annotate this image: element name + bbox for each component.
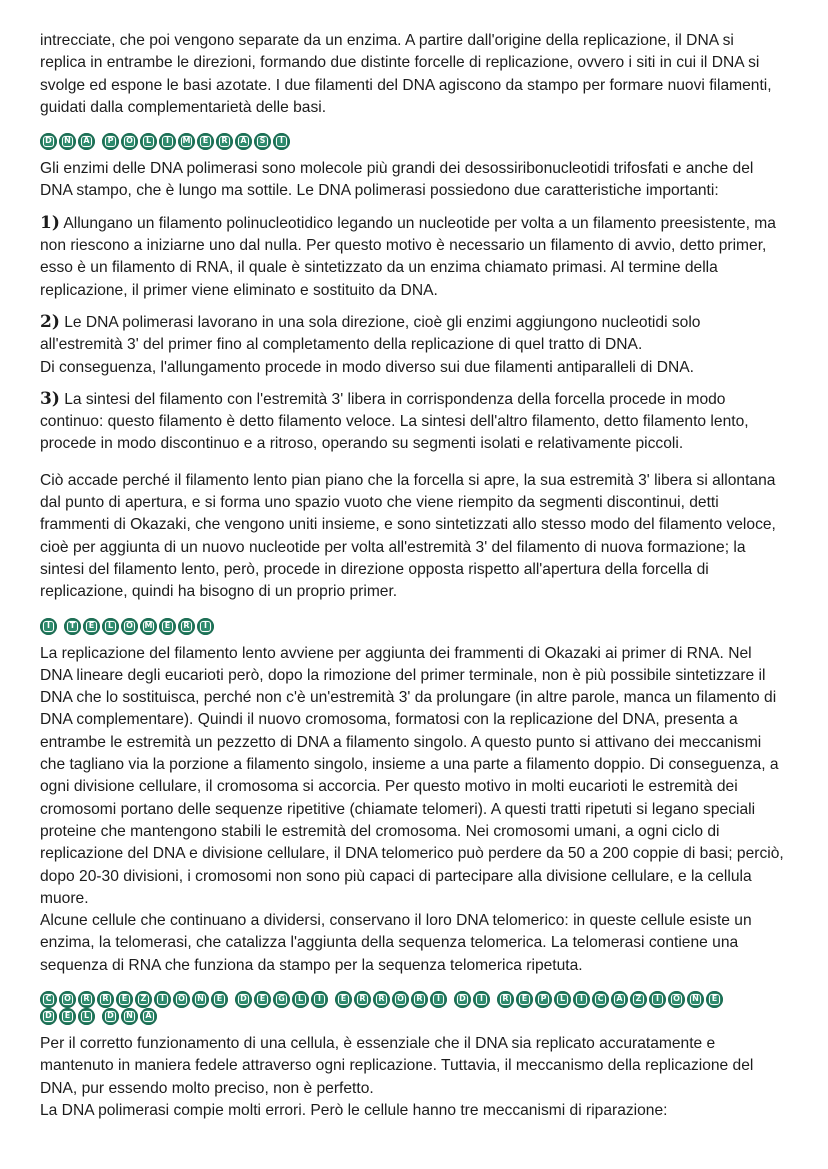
- heading-word: [335, 991, 447, 1008]
- heading-letter-tile: A: [611, 991, 628, 1008]
- polimerasi-intro-paragraph: Gli enzimi delle DNA polimerasi sono molecole più grandi dei desossiribonucleotidi trifosfati e anche del DNA stampo, che è lungo ma sottile. Le DNA polimerasi possiedono due caratteristiche importanti:: [40, 160, 754, 200]
- heading-word: [64, 618, 214, 635]
- heading-letter-tile: A: [78, 133, 95, 150]
- heading-letter-tile: E: [59, 1008, 76, 1025]
- list-number: 1): [40, 212, 60, 233]
- heading-letter-tile: L: [292, 991, 309, 1008]
- heading-word: [102, 133, 290, 150]
- heading-letter-tile: G: [273, 991, 290, 1008]
- heading-letter-tile: O: [173, 991, 190, 1008]
- heading-letter-tile: E: [254, 991, 271, 1008]
- heading-letter-tile: M: [178, 133, 195, 150]
- heading-letter-tile: E: [197, 133, 214, 150]
- heading-letter-tile: E: [211, 991, 228, 1008]
- heading-letter-tile: C: [40, 991, 57, 1008]
- list-item-text: La sintesi del filamento con l'estremità 3' libera in corrispondenza della forcella procede in modo continuo: questo filamento è detto filamento veloce. La sintesi dell'altro filamento, detto filamento lento, procede in modo discontinuo e a ritroso, operando su segmenti isolati e relativamente piccoli.: [40, 390, 749, 453]
- heading-letter-tile: I: [159, 133, 176, 150]
- heading-letter-tile: O: [668, 991, 685, 1008]
- intro-paragraph: intrecciate, che poi vengono separate da un enzima. A partire dall'origine della replicazione, il DNA si replica in entrambe le direzioni, formando due distinte forcelle di replicazione, ovvero i siti in cui il DNA si svolge ed espone le basi azotate. I due filamenti del DNA agiscono da stampo per formare nuovi filamenti, guidati dalla complementarietà delle basi.: [40, 32, 772, 116]
- heading-letter-tile: T: [64, 618, 81, 635]
- heading-letter-tile: I: [273, 133, 290, 150]
- heading-letter-tile: D: [40, 1008, 57, 1025]
- heading-letter-tile: E: [706, 991, 723, 1008]
- heading-letter-tile: L: [78, 1008, 95, 1025]
- heading-word: [497, 991, 723, 1008]
- heading-letter-tile: E: [83, 618, 100, 635]
- list-item-text: Allungano un filamento polinucleotidico legando un nucleotide per volta a un filamento preesistente, ma non riescono a iniziarne uno dal nulla. Per questo motivo è necessario un filamento di avvio, detto primer, esso è un filamento di RNA, il quale è sintetizzato da un enzima chiamato primasi. Al termine della replicazione, il primer viene eliminato e sostituito da DNA.: [40, 214, 776, 299]
- heading-letter-tile: Z: [630, 991, 647, 1008]
- section-heading-dna-polimerasi: [40, 133, 784, 150]
- heading-letter-tile: R: [373, 991, 390, 1008]
- heading-word: [40, 991, 228, 1008]
- heading-letter-tile: D: [102, 1008, 119, 1025]
- heading-letter-tile: Z: [135, 991, 152, 1008]
- heading-letter-tile: L: [554, 991, 571, 1008]
- list-item: [40, 311, 784, 357]
- heading-letter-tile: A: [140, 1008, 157, 1025]
- heading-letter-tile: D: [235, 991, 252, 1008]
- heading-word: [235, 991, 328, 1008]
- list-number: 3): [40, 388, 60, 409]
- heading-letter-tile: N: [192, 991, 209, 1008]
- heading-letter-tile: R: [411, 991, 428, 1008]
- heading-letter-tile: N: [121, 1008, 138, 1025]
- heading-word: [454, 991, 490, 1008]
- heading-letter-tile: S: [254, 133, 271, 150]
- heading-letter-tile: A: [235, 133, 252, 150]
- telomeri-paragraph: La replicazione del filamento lento avviene per aggiunta dei frammenti di Okazaki ai primer di RNA. Nel DNA lineare degli eucarioti però, dopo la rimozione del primer terminale, non è più possibile sintetizzare il DNA che lo sostituisca, perché non c'è un'estremità 3' da prolungare (in altre parole, manca un filamento di DNA complementare). Quindi il nuovo cromosoma, formatosi con la replicazione del DNA, presenta a entrambe le estremità un pezzetto di DNA a filamento singolo. A questo punto si attivano dei meccanismi che tagliano via la porzione a filamento singolo, insieme a una parte a filamento doppio. Di conseguenza, a ogni divisione cellulare, il cromosoma si accorcia. Per questo motivo in molti eucarioti le estremità dei cromosomi portano delle sequenze ripetitive (chiamate telomeri). A questi tratti ripetuti si legano speciali proteine che mantengono stabili le estremità del cromosoma. Nei cromosomi umani, a ogni ciclo di replicazione del DNA e divisione cellulare, il DNA telomerico può perdere da 50 a 200 coppie di basi; perciò, dopo 20-30 divisioni, i cromosomi non sono più capaci di partecipare alla divisione cellulare, e la cellula muore.: [40, 644, 784, 907]
- heading-letter-tile: R: [178, 618, 195, 635]
- section-heading-telomeri: [40, 618, 784, 635]
- heading-letter-tile: E: [516, 991, 533, 1008]
- list-item-text: Le DNA polimerasi lavorano in una sola direzione, cioè gli enzimi aggiungono nucleotidi solo all'estremità 3' del primer fino al completamento della replicazione di quel tratto di DNA.: [40, 313, 701, 354]
- list-number: 2): [40, 311, 60, 332]
- correzione-paragraph: Per il corretto funzionamento di una cellula, è essenziale che il DNA sia replicato accuratamente e mantenuto in maniera fedele attraverso ogni replicazione. Tuttavia, il meccanismo della replicazione del DNA, pur essendo molto preciso, non è perfetto.: [40, 1034, 754, 1097]
- telomerasi-paragraph: Alcune cellule che continuano a dividersi, conservano il loro DNA telomerico: in queste cellule esiste un enzima, la telomerasi, che catalizza l'aggiunta della sequenza telomerica. La telomerasi contiene una sequenza di RNA che funziona da stampo per la sequenza telomerica ripetuta.: [40, 912, 752, 974]
- heading-letter-tile: O: [392, 991, 409, 1008]
- heading-letter-tile: O: [121, 618, 138, 635]
- list-item-continuation: Di conseguenza, l'allungamento procede in modo diverso sui due filamenti antiparalleli di DNA.: [40, 358, 694, 376]
- heading-word: [40, 133, 95, 150]
- heading-letter-tile: I: [573, 991, 590, 1008]
- heading-letter-tile: R: [354, 991, 371, 1008]
- heading-word: [102, 1008, 157, 1025]
- heading-letter-tile: C: [592, 991, 609, 1008]
- heading-word: [40, 618, 57, 635]
- heading-letter-tile: L: [102, 618, 119, 635]
- heading-letter-tile: I: [649, 991, 666, 1008]
- heading-letter-tile: M: [140, 618, 157, 635]
- heading-letter-tile: I: [154, 991, 171, 1008]
- heading-letter-tile: E: [159, 618, 176, 635]
- heading-letter-tile: I: [40, 618, 57, 635]
- heading-letter-tile: R: [216, 133, 233, 150]
- heading-letter-tile: D: [454, 991, 471, 1008]
- heading-letter-tile: D: [40, 133, 57, 150]
- riparazione-paragraph: La DNA polimerasi compie molti errori. Però le cellule hanno tre meccanismi di riparazione:: [40, 1101, 668, 1119]
- heading-letter-tile: R: [78, 991, 95, 1008]
- heading-letter-tile: O: [59, 991, 76, 1008]
- heading-letter-tile: I: [473, 991, 490, 1008]
- heading-letter-tile: N: [687, 991, 704, 1008]
- heading-letter-tile: I: [430, 991, 447, 1008]
- heading-letter-tile: I: [311, 991, 328, 1008]
- heading-letter-tile: R: [97, 991, 114, 1008]
- heading-letter-tile: L: [140, 133, 157, 150]
- heading-letter-tile: E: [116, 991, 133, 1008]
- heading-letter-tile: P: [535, 991, 552, 1008]
- heading-letter-tile: O: [121, 133, 138, 150]
- heading-letter-tile: N: [59, 133, 76, 150]
- list-item: [40, 212, 784, 302]
- heading-letter-tile: R: [497, 991, 514, 1008]
- heading-letter-tile: I: [197, 618, 214, 635]
- okazaki-paragraph: Ciò accade perché il filamento lento pian piano che la forcella si apre, la sua estremità 3' libera si allontana dal punto di apertura, e si forma uno spazio vuoto che viene riempito da segmenti discontinui, detti frammenti di Okazaki, che vengono uniti insieme, e sono sintetizzati allo stesso modo del filamento veloce, cioè per aggiunta di un nuovo nucleotide per volta all'estremità 3' del filamento di nuova formazione; la sintesi del filamento lento, però, procede in direzione opposta rispetto all'apertura della forcella di replicazione, quindi ha bisogno di un proprio primer.: [40, 471, 776, 601]
- heading-letter-tile: E: [335, 991, 352, 1008]
- list-item: [40, 388, 784, 456]
- heading-word: [40, 1008, 95, 1025]
- section-heading-correzione: [40, 991, 784, 1025]
- heading-letter-tile: P: [102, 133, 119, 150]
